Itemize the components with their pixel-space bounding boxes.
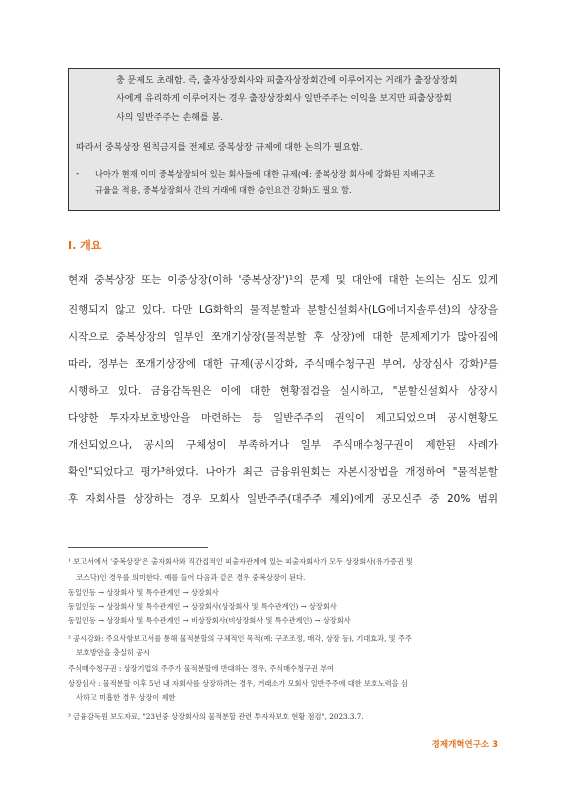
section-title: I. 개요 bbox=[68, 239, 102, 252]
body-line: 시행하고 있다. 금융감독원은 이에 대한 현황점검을 실시하고, "분할신설회사 상장시 bbox=[68, 385, 498, 397]
body-line: 후 자회사를 상장하는 경우 모회사 일반주주(대주주 제외)에게 공모신주 중 20% 범위 bbox=[68, 493, 498, 505]
footnote-divider bbox=[68, 547, 208, 548]
body-line: 시작으로 중복상장의 일부인 쪼개기상장(물적분할 후 상장)에 대한 문제제기가 많아짐에 bbox=[68, 331, 498, 343]
summary-line: 사의 일반주주는 손해를 봄. bbox=[116, 113, 224, 123]
body-line: 따라, 정부는 쪼개기상장에 대한 규제(공시강화, 주식매수청구권 부여, 상장심사 강화)²를 bbox=[68, 358, 498, 370]
body-line: 다양한 투자자보호방안을 마련하는 등 일반주주의 권익이 제고되었으며 공시현황도 bbox=[68, 412, 498, 424]
footnote-line: ² 공시강화: 주요사항보고서를 통해 물적분할의 구체적인 목적(예: 구조조정, 매각, 상장 등), 기대효과, 및 주주 bbox=[68, 634, 412, 643]
footnote-line: 동일인등 → 상장회사 및 특수관계인 → 상장회사 bbox=[68, 588, 219, 597]
bullet-line: 규율을 적용, 중복상장회사 간의 거래에 대한 승인요건 강화)도 필요 함. bbox=[95, 185, 352, 195]
summary-box bbox=[68, 68, 500, 211]
summary-line: 사에게 유리하게 이루어지는 경우 출장상장회사 일반주주는 이익을 보지만 피출상장회 bbox=[116, 94, 452, 104]
summary-line: 충 문제도 초래함. 즉, 출자상장회사와 피출자상장회간에 이루어지는 거래가 출장상장회 bbox=[116, 76, 458, 86]
body-line: 확인"되었다고 평가³하였다. 나아가 최근 금융위원회는 자본시장법을 개정하여 "물적분할 bbox=[68, 466, 498, 478]
bullet-line: 나아가 현재 이미 중복상장되어 있는 회사들에 대한 규제(예: 중복상장 회사에 강화된 지배구조 bbox=[95, 169, 435, 179]
footnote-line: ³ 금융감독원 보도자료, "23년중 상장회사의 물적분할 관련 투자자보호 현황 점검", 2023.3.7. bbox=[68, 712, 364, 721]
footnote-line: 동일인등 → 상장회사 및 특수관계인 → 비상장회사(비상장회사 및 특수관계인) → 상장회사 bbox=[68, 616, 351, 625]
footnote-line: 주식매수청구권 : 상장기업의 주주가 물적분할에 반대하는 경우, 주식매수청구권 부여 bbox=[68, 664, 334, 673]
footnote-line: 상장심사 : 물적분할 이후 5년 내 자회사를 상장하려는 경우, 거래소가 모회사 일반주주에 대한 보호노력을 심 bbox=[68, 679, 408, 688]
footnote-line: 코스닥)인 경우를 의미한다. 예를 들어 다음과 같은 경우 중복상장이 된다. bbox=[76, 573, 306, 582]
body-line: 진행되지 않고 있다. 다만 LG화학의 물적분할과 분할신설회사(LG에너지솔루션)의 상장을 bbox=[68, 304, 498, 316]
body-line: 현재 중복상장 또는 이중상장(이하 '중복상장')¹의 문제 및 대안에 대한 논의는 심도 있게 bbox=[68, 274, 498, 286]
body-line: 개선되었으나, 공시의 구체성이 부족하거나 일부 주식매수청구권이 제한된 사례가 bbox=[68, 439, 498, 451]
bullet-dash: - bbox=[76, 169, 80, 179]
footnote-line: 보호방안을 충실히 공시 bbox=[76, 648, 151, 657]
page-footer: 경제개혁연구소 3 bbox=[431, 740, 498, 750]
footnote-line: ¹ 보고서에서 '중복상장'은 출자회사와 직간접적인 피출자관계에 있는 피출자회사가 모두 상장회사(유가증권 및 bbox=[68, 557, 413, 566]
footnote-line: 동일인등 → 상장회사 및 특수관계인 → 상장회사(상장회사 및 특수관계인) → 상장회사 bbox=[68, 602, 337, 611]
summary-paragraph: 따라서 중복상장 원칙금지를 전제로 중복상장 규제에 대한 논의가 필요함. bbox=[76, 143, 363, 153]
footnote-line: 사하고 미흡한 경우 상장이 제한 bbox=[76, 693, 176, 702]
